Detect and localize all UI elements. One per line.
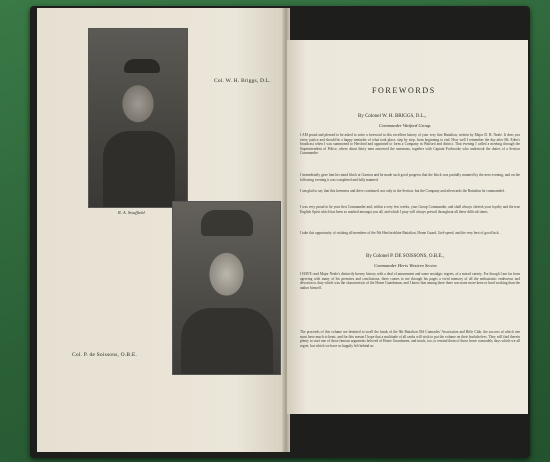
foreword1-paragraph: I take this opportunity of wishing all members of the 9th Hertfordshire Battalion, Home Guard, God-speed, and the very best of good luck.	[300, 231, 500, 235]
peaked-cap-shape	[201, 210, 253, 236]
foreword1-role: Commander Watford Group.	[379, 123, 432, 128]
foreword1-paragraph: I AM proud and pleased to be asked to write a foreword to this excellent history of your very fine Battalion, written by Major D. H. Neale. It does you every justice and should be a happy reminder of what took place, step by step, from beginning to end. How well I remember the day after Mr. Eden's broadcast when I was summoned to Hertford and appointed to form a Company in Watford and district. That evening I called a meeting through the Superintendent of Police, where about thirty men answered the summons, together with Captain Fosbrooke who undertook the duties of a Section Commander.	[300, 133, 520, 156]
foreword1-paragraph: I was very proud to be your first Commander and, within a very few weeks, your Group Commander, and shall always cherish your loyalty and the true English Spirit which has been so marked amongst you all, and which I pray will always prevail throughout all these difficult times.	[300, 205, 520, 214]
portrait-briggs	[88, 28, 188, 208]
uniform-shape	[181, 308, 273, 374]
foreword2-role: Commander Herts Western Sector.	[374, 263, 438, 268]
foreword1-paragraph: I am glad to say that this keenness and drive continued, not only in the Section, but the Company and afterwards the Battalion he commanded.	[300, 189, 505, 193]
foreword2-paragraph: The proceeds of this volume are destined to swell the funds of the 9th Battalion Old Comrades' Association and Rifle Club, the success of which one must have much to heart, and for this reason I hope that a multitude of all ranks will wish to put the volume on their bookshelves. They will find therein plenty to start one of those famous arguments beloved of Home Guardsmen, and much, too, to remind them of those brave comradely days which we all regret, but which we have so happily left behind us.	[300, 330, 520, 348]
page-heading: FOREWORDS	[372, 86, 436, 95]
foreword2-byline: By Colonel P. DE SOISSONS, O.B.E.,	[366, 254, 444, 259]
caption-briggs: Col. W. H. Briggs, D.L.	[214, 78, 271, 84]
foreword1-byline: By Colonel W. H. BRIGGS, D.L.,	[358, 114, 427, 119]
greatcoat-shape	[103, 131, 175, 207]
foreword1-paragraph: I immediately gave him his mind block at Garston and he made such good progress that the block was partially manned by the next evening, and on the following evening it was completed and fully manned.	[300, 173, 520, 182]
foreword2-paragraph: I HAVE read Major Neale's distinctly breezy history with a deal of amusement and some nostalgic regrets, of a mixed variety. For though I am far from agreeing with many of his premises and conclusions, there comes to me through his pages a vivid memory of all the enthusiastic endeavour and devotion to duty which was the characteristic of the Home Guardsman, and I know that among there there was none more keen or hard working than the author himself.	[300, 272, 520, 290]
portrait-soissons	[172, 201, 281, 375]
caption-soissons: Col. P. de Soissons, O.B.E.	[72, 352, 137, 358]
artist-credit: R. A. Swaffield	[118, 210, 145, 215]
peaked-cap-shape	[124, 59, 160, 73]
